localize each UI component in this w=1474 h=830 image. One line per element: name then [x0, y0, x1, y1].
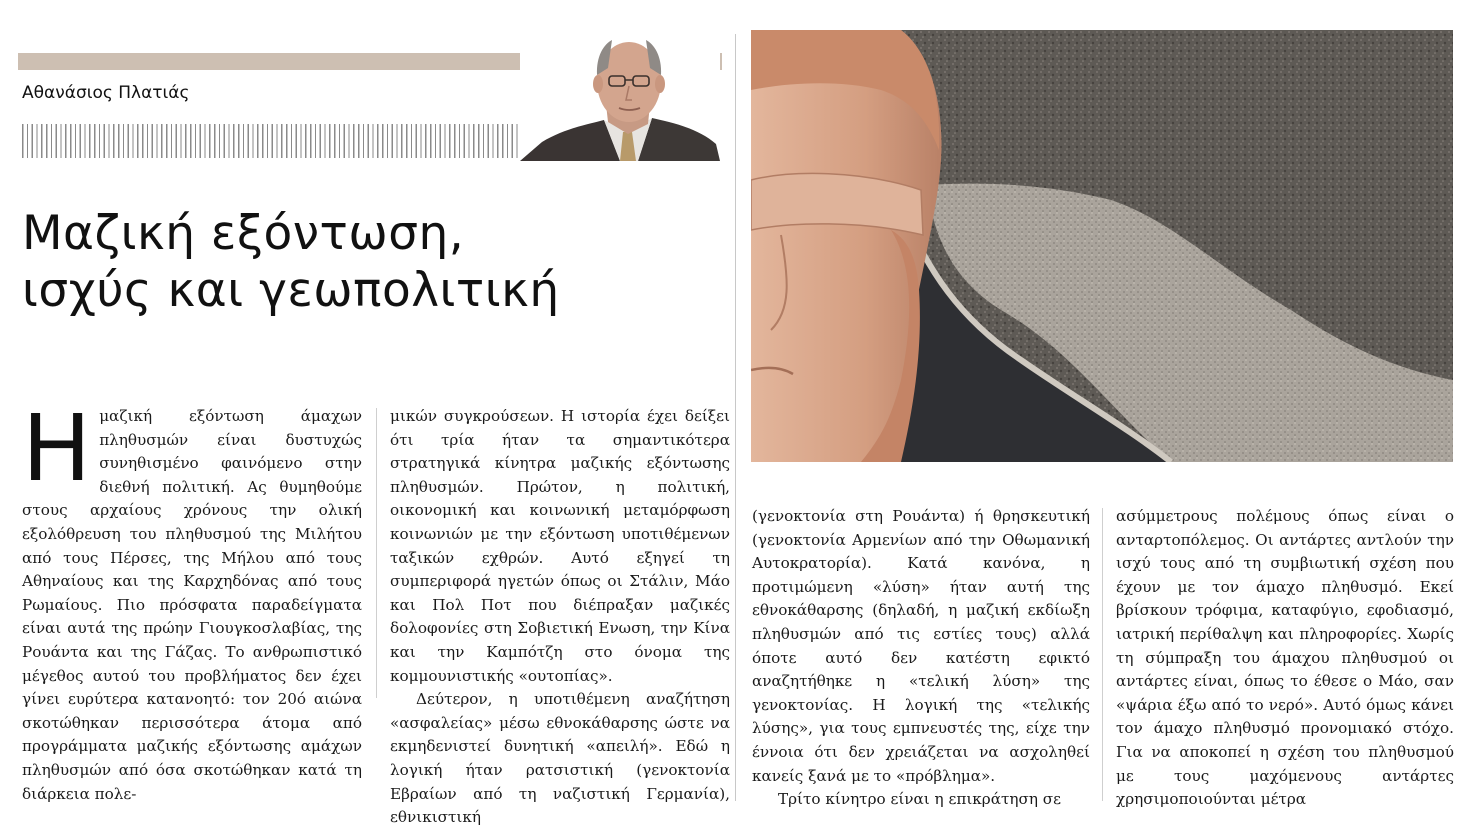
- headline-line-2: ισχύς και γεωπολιτική: [22, 263, 560, 318]
- paragraph: (γενοκτονία στη Ρουάντα) ή θρησκευτική (γενοκτονία Αρμενίων από την Οθωμανική Αυτοκρατορία). Κατά κανόνα, η προτιμώμενη «λύση» ήταν αυτή της εθνοκάθαρσης (δηλαδή, η μαζική εκδίωξη πληθυσμών από τις εστίες τους) αλλά όποτε αυτό δεν κατέστη εφικτό αναζητήθηκε η «τελική λύση» της γενοκτονίας. Η λογική της «τελικής λύσης», για τους εμπνευστές της, είχε την έννοια ότι δεν χρειάζεται να ασχοληθεί κανείς ξανά με το «πρόβλημα».: [752, 507, 1090, 785]
- column-separator: [1102, 508, 1103, 801]
- paragraph: μαζική εξόντωση άμαχων πληθυσμών είναι δυστυχώς συνηθισμένο φαινόμενο στην διεθνή πολιτική. Ας θυμηθούμε στους αρχαίους χρόνους την ολική εξολόθρευση του πληθυσμού της Μιλήτου από τους Πέρσες, της Μήλου από τους Αθηναίους και της Καρχηδόνας από τους Ρωμαίους. Πιο πρόσφατα παραδείγματα είναι αυτά της πρώην Γιουγκοσλαβίας, της Ρουάντα και της Γάζας. Το ανθρωπιστικό μέγεθος αυτού του προβλήματος δεν έχει γίνει ευρύτερα κατανοητό: τον 20ό αιώνα σκοτώθηκαν περισσότερα άτομα από προγράμματα μαζικής εξόντωσης αμάχων πληθυσμών από όσα σκοτώθηκαν κατά τη διάρκεια πολε-: [22, 407, 362, 803]
- headline-line-1: Μαζική εξόντωση,: [22, 206, 465, 261]
- author-portrait-drawing: [520, 20, 720, 161]
- paragraph: ασύμμετρους πολέμους όπως είναι ο ανταρτοπόλεμος. Οι αντάρτες αντλούν την ισχύ τους από τη συμβιωτική σχέση που έχουν με τον άμαχο πληθυσμό. Εκεί βρίσκουν τρόφιμα, καταφύγιο, εφοδιασμό, ιατρική περίθαλψη και πληροφορίες. Χωρίς τη σύμπραξη του άμαχου πληθυσμού οι αντάρτες είναι, όπως το έθεσε ο Μάο, σαν «ψάρια έξω από το νερό». Αυτό όμως κάνει τον άμαχο πληθυσμό προνομιακό στόχο. Για να αποκοπεί η σχέση του πληθυσμού με τους μαχόμενους αντάρτες χρησιμοποιούνται μέτρα: [1116, 507, 1454, 809]
- drop-cap: Η: [22, 395, 92, 502]
- paragraph: μικών συγκρούσεων. Η ιστορία έχει δείξει ότι τρία ήταν τα σημαντικότερα στρατηγικά κίνητρα μαζικής εξόντωσης πληθυσμών. Πρώτον, η πολιτική, οικονομική και κοινωνική μεταμόρφωση κοινωνιών με την εξόντωση υποτιθέμενων ταξικών εχθρών. Αυτό εξηγεί τη συμπεριφορά ηγετών όπως οι Στάλιν, Μάο και Πολ Ποτ που διέπραξαν μαζικές δολοφονίες στη Σοβιετική Ενωση, την Κίνα και την Καμπότζη στο όνομα της κομμουνιστικής «ουτοπίας».: [390, 407, 730, 685]
- author-portrait: [520, 20, 720, 161]
- headline: [22, 205, 722, 319]
- statue-illustration: [751, 30, 1453, 462]
- author-name: Αθανάσιος Πλατιάς: [22, 83, 190, 103]
- article-column-3: [752, 505, 1090, 812]
- paragraph: Τρίτο κίνητρο είναι η επικράτηση σε: [778, 790, 1062, 809]
- column-divider: [735, 34, 736, 801]
- article-column-1: [22, 395, 362, 806]
- article-column-4: [1116, 505, 1454, 812]
- article-illustration: [751, 30, 1453, 462]
- column-separator: [376, 408, 377, 698]
- paragraph: Δεύτερον, η υποτιθέμενη αναζήτηση «ασφαλείας» μέσω εθνοκάθαρσης ώστε να εκμηδενιστεί δυνητική «απειλή». Εδώ η λογική ήταν ρατσιστική (γενοκτονία Εβραίων από τη ναζιστική Γερμανία), εθνικιστική: [390, 690, 730, 827]
- article-column-2: [390, 405, 730, 830]
